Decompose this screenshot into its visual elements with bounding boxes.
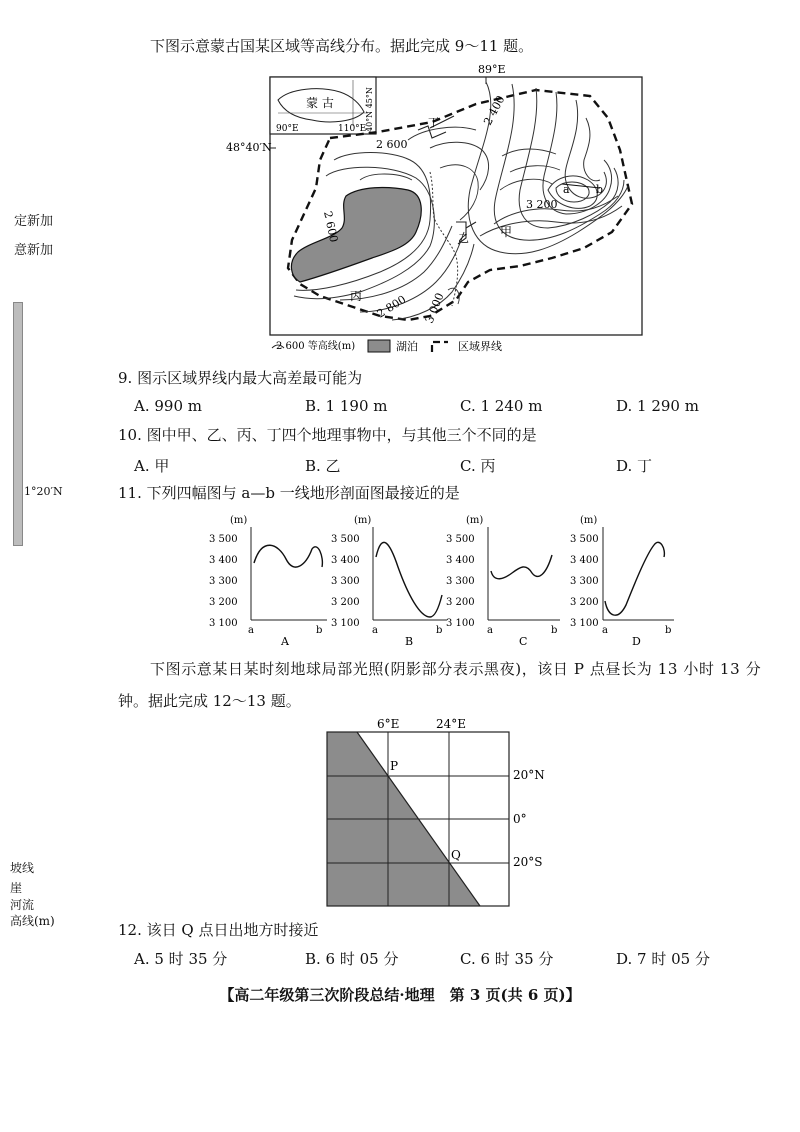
legend-contour: 2 600 等高线(m): [276, 341, 356, 352]
lon-24e: 24°E: [436, 717, 467, 731]
q12-option-c[interactable]: C. 6 时 35 分: [460, 950, 554, 968]
q9-option-b[interactable]: B. 1 190 m: [305, 397, 388, 415]
x-label-a: a: [372, 625, 378, 636]
margin-fragment: 1°20′N: [24, 485, 63, 498]
contour-map: [0, 0, 800, 360]
lat-label: 48°40′N: [226, 141, 272, 154]
lat-0: 0°: [513, 812, 527, 826]
ytick-label: 3 500: [446, 534, 475, 545]
ytick-label: 3 500: [570, 534, 599, 545]
q10-stem: 10. 图中甲、乙、丙、丁四个地理事物中，与其他三个不同的是: [118, 426, 537, 444]
profile-unit: (m): [230, 515, 248, 526]
q12-stem: 12. 该日 Q 点日出地方时接近: [118, 921, 319, 939]
x-label-a: a: [248, 625, 254, 636]
x-label-b: b: [436, 625, 443, 636]
profile-unit: (m): [580, 515, 598, 526]
x-label-b: b: [316, 625, 323, 636]
ytick-label: 3 100: [209, 618, 238, 629]
profile-label: C: [519, 635, 528, 648]
x-label-a: a: [602, 625, 608, 636]
point-b: b: [596, 183, 604, 196]
ytick-label: 3 300: [446, 576, 475, 587]
inset-country: 蒙 古: [306, 96, 334, 110]
q10-option-a[interactable]: A. 甲: [134, 457, 170, 475]
ytick-label: 3 400: [570, 555, 599, 566]
margin-fragment: 定新加: [14, 214, 54, 229]
profile-label: D: [632, 635, 641, 648]
q9-option-a[interactable]: A. 990 m: [134, 397, 202, 415]
ytick-label: 3 100: [570, 618, 599, 629]
ytick-label: 3 200: [209, 597, 238, 608]
ytick-label: 3 300: [331, 576, 360, 587]
point-q: Q: [451, 848, 461, 862]
ytick-label: 3 500: [209, 534, 238, 545]
contour-label: 3 000: [422, 291, 447, 326]
q12-option-d[interactable]: D. 7 时 05 分: [616, 950, 710, 968]
profile-label: B: [405, 635, 414, 648]
illumination-map: [0, 706, 800, 916]
profile-chart-b: [331, 515, 447, 648]
margin-fragment: 高线(m): [10, 914, 55, 928]
q9-stem: 9. 图示区域界线内最大高差最可能为: [118, 369, 363, 387]
q10-option-c[interactable]: C. 丙: [460, 457, 496, 475]
profile-chart-d: [570, 515, 674, 648]
ytick-label: 3 200: [570, 597, 599, 608]
profile-charts: [0, 505, 800, 655]
ytick-label: 3 100: [331, 618, 360, 629]
profile-unit: (m): [354, 515, 372, 526]
point-jia: 甲: [500, 225, 513, 239]
contour-label: 2 600: [376, 138, 408, 151]
q12-option-a[interactable]: A. 5 时 35 分: [134, 950, 228, 968]
profile-label: A: [281, 635, 289, 648]
contour-label: 3 200: [526, 198, 558, 211]
ytick-label: 3 400: [446, 555, 475, 566]
ytick-label: 3 100: [446, 618, 475, 629]
q10-option-d[interactable]: D. 丁: [616, 457, 653, 475]
point-p: P: [390, 759, 399, 773]
lat-20n: 20°N: [513, 768, 545, 782]
point-a: a: [563, 183, 570, 196]
lon-6e: 6°E: [377, 717, 400, 731]
lat-20s: 20°S: [513, 855, 543, 869]
legend-boundary: 区域界线: [458, 340, 502, 353]
x-label-b: b: [551, 625, 558, 636]
page-footer: 【高二年级第三次阶段总结·地理 第 3 页(共 6 页)】: [219, 986, 581, 1004]
contour-label: 2 600: [321, 209, 341, 244]
q10-option-b[interactable]: B. 乙: [305, 457, 341, 475]
legend-lake: 湖泊: [396, 340, 418, 353]
point-ding: 丁: [428, 116, 439, 129]
q11-stem: 11. 下列四幅图与 a—b 一线地形剖面图最接近的是: [118, 484, 460, 502]
q9-option-d[interactable]: D. 1 290 m: [616, 397, 699, 415]
profile-chart-a: [209, 515, 327, 648]
profile-chart-c: [446, 515, 560, 648]
inset-lon-left: 90°E: [276, 124, 299, 134]
ytick-label: 3 500: [331, 534, 360, 545]
intro-9-11: 下图示意蒙古国某区域等高线分布。据此完成 9～11 题。: [150, 37, 534, 55]
profile-unit: (m): [466, 515, 484, 526]
point-yi: 乙: [458, 232, 469, 245]
q12-option-b[interactable]: B. 6 时 05 分: [305, 950, 399, 968]
inset-lat: 40°N 45°N: [365, 87, 374, 132]
ytick-label: 3 300: [209, 576, 238, 587]
ytick-label: 3 400: [331, 555, 360, 566]
intro-12-13-line2: 钟。据此完成 12～13 题。: [118, 692, 301, 710]
contour-label: 2 800: [374, 292, 409, 321]
margin-fragment: 意新加: [14, 243, 54, 258]
intro-12-13-line1: 下图示意某日某时刻地球局部光照(阴影部分表示黑夜)，该日 P 点昼长为 13 小时 13 分: [150, 660, 762, 678]
margin-fragment: 河流: [10, 898, 35, 912]
x-label-a: a: [487, 625, 493, 636]
ytick-label: 3 300: [570, 576, 599, 587]
contour-label: 2 400: [481, 93, 508, 128]
inset-lon-right: 110°E: [338, 124, 367, 134]
margin-fragment: 坡线: [10, 861, 35, 875]
lon-label: 89°E: [478, 63, 506, 76]
margin-fragment: 崖: [10, 881, 23, 895]
point-bing: 丙: [350, 289, 363, 303]
ytick-label: 3 200: [331, 597, 360, 608]
q9-option-c[interactable]: C. 1 240 m: [460, 397, 543, 415]
x-label-b: b: [665, 625, 672, 636]
ytick-label: 3 200: [446, 597, 475, 608]
ytick-label: 3 400: [209, 555, 238, 566]
